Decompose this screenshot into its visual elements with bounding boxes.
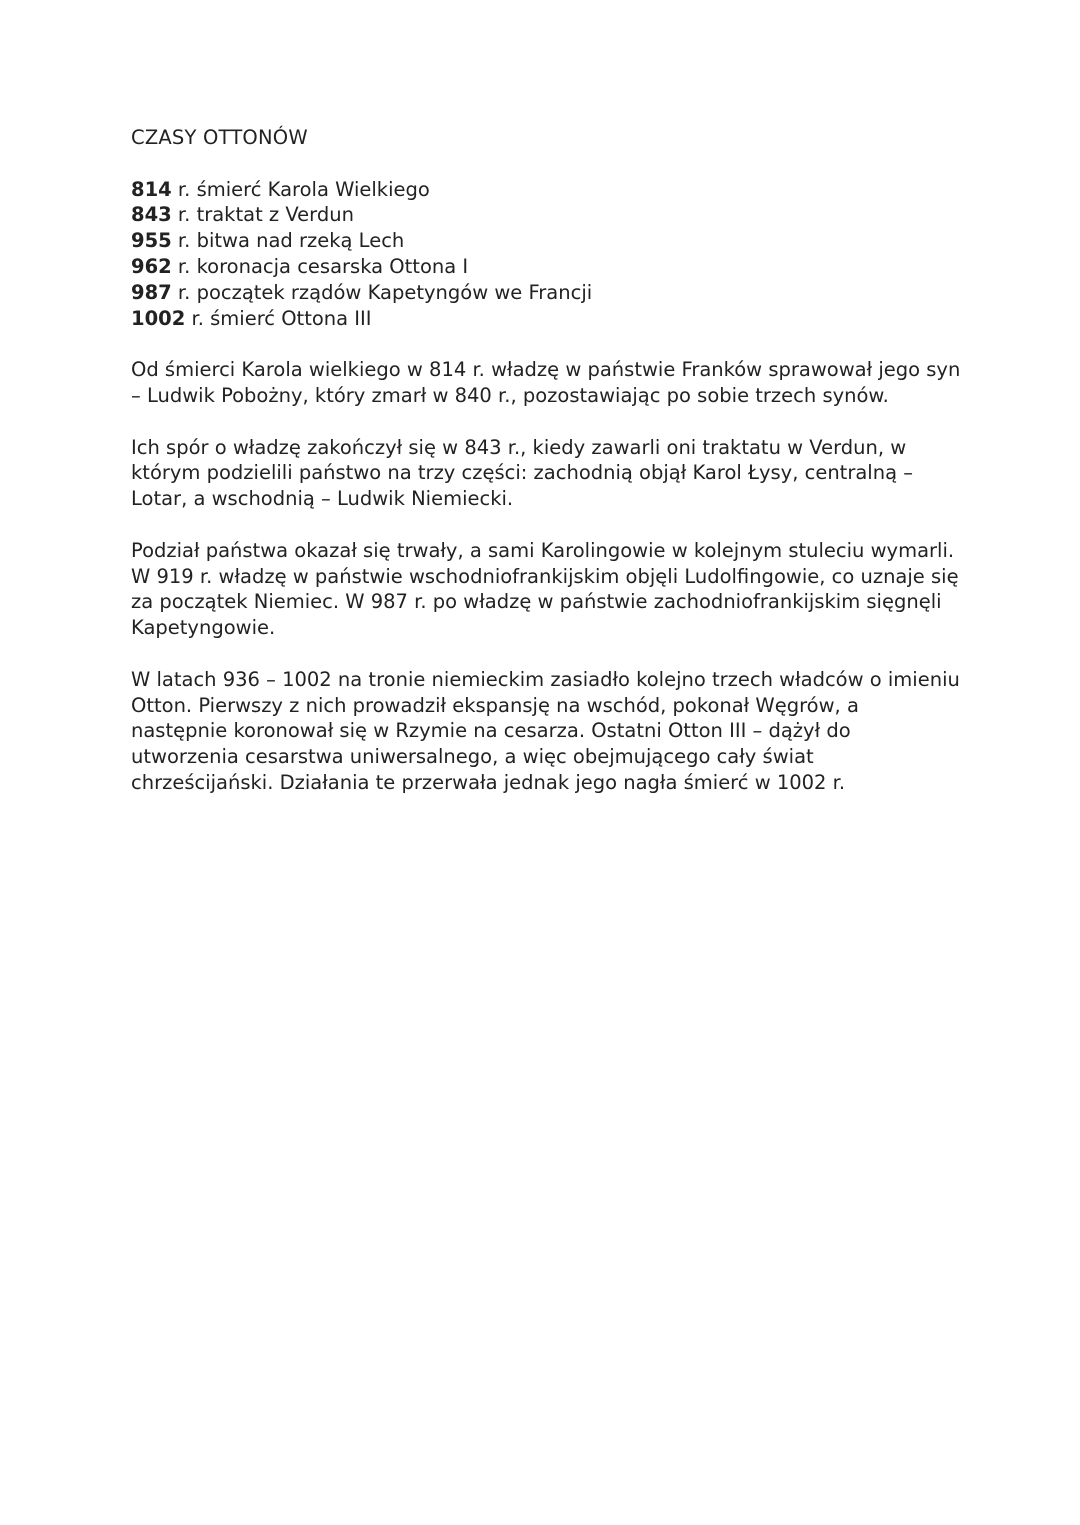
timeline-year: 987: [131, 280, 172, 304]
timeline-item: [131, 254, 961, 280]
timeline-year-unit: r.: [177, 177, 191, 201]
timeline-year: 814: [131, 177, 172, 201]
timeline-year: 962: [131, 254, 172, 278]
paragraph-ludwik: Od śmierci Karola wielkiego w 814 r. władzę w państwie Franków sprawował jego syn – Ludwik Pobożny, który zmarł w 840 r., pozostawiając po sobie trzech synów.: [131, 358, 961, 407]
timeline-event: śmierć Ottona III: [210, 306, 372, 330]
timeline-year: 955: [131, 229, 172, 253]
paragraph-division: Podział państwa okazał się trwały, a sami Karolingowie w kolejnym stuleciu wymarli. W 919 r. władzę w państwie wschodniofrankijskim objęli Ludolfingowie, co uznaje się za początek Niemiec. W 987 r. po władzę w państwie zachodniofrankijskim sięgnęli Kapetyngowie.: [131, 538, 959, 640]
timeline-event: bitwa nad rzeką Lech: [196, 229, 405, 253]
timeline-event: koronacja cesarska Ottona I: [196, 254, 469, 278]
timeline-year: 1002: [131, 306, 186, 330]
timeline-event: śmierć Karola Wielkiego: [196, 177, 430, 201]
timeline-year-unit: r.: [191, 306, 204, 330]
timeline-year-unit: r.: [177, 280, 191, 304]
paragraph-ottons: W latach 936 – 1002 na tronie niemieckim zasiadło kolejno trzech władców o imieniu Otton. Pierwszy z nich prowadził ekspansję na wschód, pokonał Węgrów, a następnie koronował się w Rzymie na cesarza. Ostatni Otton III – dążył do utworzenia cesarstwa uniwersalnego, a więc obejmującego cały świat chrześcijański. Działania te przerwała jednak jego nagła śmierć w 1002 r.: [131, 667, 960, 794]
timeline-list: [131, 177, 961, 332]
timeline-year: 843: [131, 203, 172, 227]
document-title: CZASY OTTONÓW: [131, 126, 308, 149]
timeline-item: [131, 280, 961, 306]
timeline-year-unit: r.: [177, 254, 191, 278]
timeline-item: [131, 228, 961, 254]
timeline-item: [131, 306, 961, 332]
timeline-year-unit: r.: [177, 229, 191, 253]
paragraph-verdun: Ich spór o władzę zakończył się w 843 r., kiedy zawarli oni traktatu w Verdun, w którym podzielili państwo na trzy części: zachodnią objął Karol Łysy, centralną – Lotar, a wschodnią – Ludwik Niemiecki.: [131, 435, 913, 511]
timeline-event: traktat z Verdun: [196, 203, 354, 227]
timeline-event: początek rządów Kapetyngów we Francji: [196, 280, 593, 304]
document-content: [131, 125, 961, 822]
timeline-item: [131, 202, 961, 228]
timeline-year-unit: r.: [177, 203, 191, 227]
timeline-item: [131, 177, 961, 203]
